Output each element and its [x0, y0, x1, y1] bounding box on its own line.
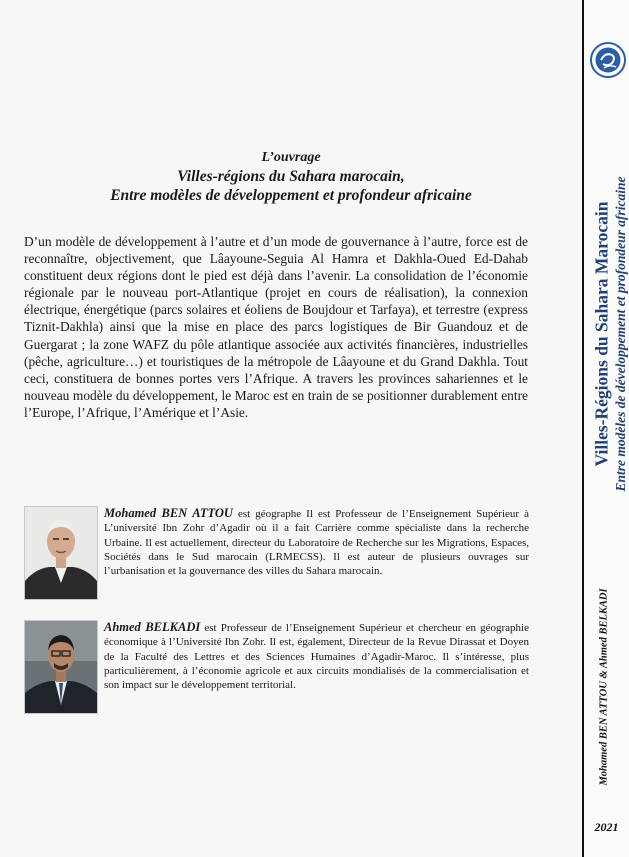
book-title-block — [20, 149, 562, 205]
book-blurb: D’un modèle de développement à l’autre et d’un mode de gouvernance à l’autre, force est de reconnaître, objectivement, que Lâayoune-Seguia Al Hamra et Dakhla-Oued Ed-Dahab constituent deux régions dont le pied est déjà dans l’avenir. La consolidation de l’économie régionale par le nouveau port-Atlantique (projet en cours de réalisation), la connexion électrique, énergétique (parcs solaires et éoliens de Boujdour et Tarfaya), et terrestre (express Tiznit-Dakhla) ainsi que la mise en place des parcs logistiques de Bir Guandouz et de Guergarat ; la zone WAFZ du pôle atlantique associée aux activités financières, industrielles (pêche, agriculture…) et touristiques de la métropole de Lâayoune et du Grand Dakhla. Tout ceci, constituera de bonnes portes vers l’Afrique. A travers les provinces sahariennes et le nouveau modèle du développement, le Maroc est en train de se positionner durablement entre l’Europe, l’Afrique, l’Amérique et l’Asie. — [24, 234, 528, 420]
book-subtitle: Entre modèles de développement et profondeur africaine — [110, 187, 472, 204]
heading-label: L’ouvrage — [261, 150, 321, 165]
spine-title: Villes-Régions du Sahara Marocain — [591, 201, 612, 467]
book-title: Villes-régions du Sahara marocain, — [177, 168, 405, 185]
author-card-belkadi — [24, 620, 529, 715]
author-portrait-belkadi — [24, 620, 98, 714]
author-bio-belkadi — [104, 620, 529, 692]
author-bio-text: est Professeur de l’Enseignement Supérieur et chercheur en géographie économique à l’Université Ibn Zohr. Il est, également, Directeur de la Revue Dirassat et Doyen de la Faculté des Lettres et des Sciences Humaines d’Agadir-Maroc. Il s’intéresse, plus particulièrement, à l’économie agricole et aux circuits mondialisés de la commercialisation et son impact sur le développement territorial. — [104, 622, 529, 692]
author-bio-text: est géographe Il est Professeur de l’Enseignement Supérieur à L’université Ibn Zohr d’Agadir où il a fait Carrière comme spécialiste dans la recherche Urbaine. Il est actuellement, directeur du Laboratoire de Recherche sur les Migrations, Espaces, Sociétés dans le Sud marocain (LRMECSS). Il est auteur de plusieurs ouvrages sur l’urbanisation et la gouvernance des villes du Sahara marocain. — [104, 508, 529, 578]
author-name: Mohamed BEN ATTOU — [104, 506, 233, 520]
publisher-logo-icon — [590, 42, 626, 78]
book-spine — [582, 0, 629, 857]
spine-year: 2021 — [594, 820, 619, 834]
spine-authors: Mohamed BEN ATTOU & Ahmed BELKADI — [598, 588, 610, 786]
author-portrait-ben-attou — [24, 506, 98, 600]
author-bio-ben-attou — [104, 506, 529, 578]
spine-subtitle: Entre modèles de développement et profondeur africaine — [613, 176, 628, 492]
author-card-ben-attou — [24, 506, 529, 601]
author-name: Ahmed BELKADI — [104, 620, 201, 634]
